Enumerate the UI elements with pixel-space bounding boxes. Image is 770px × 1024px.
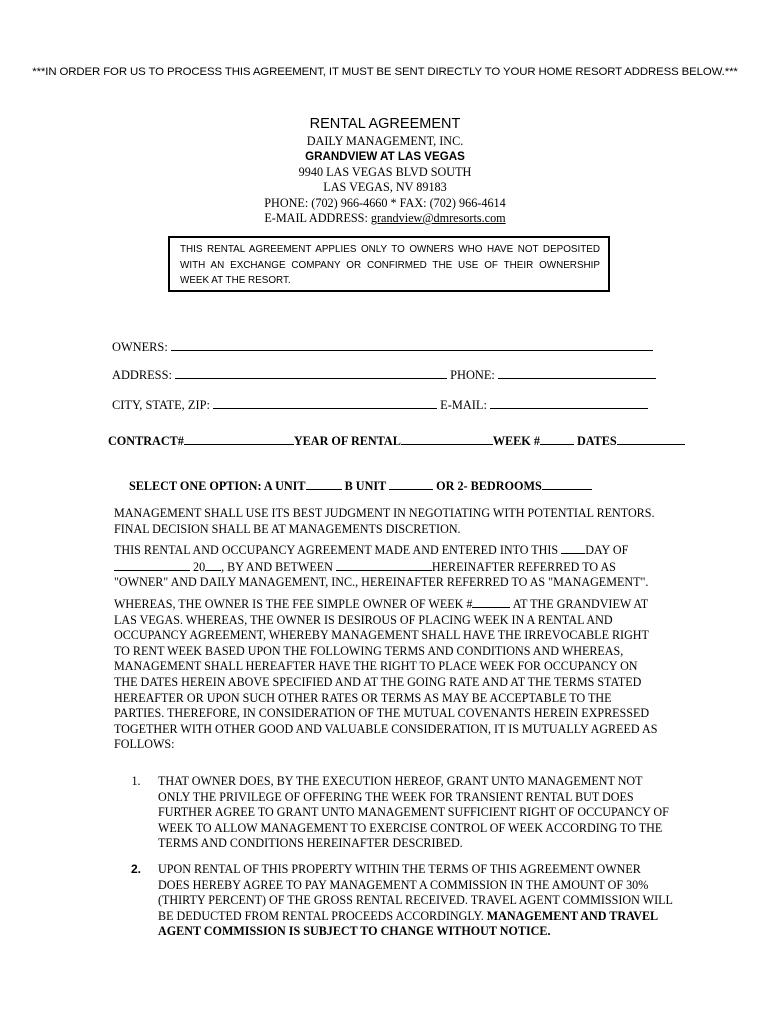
month-blank[interactable] <box>114 559 190 571</box>
whereas-paragraph: WHEREAS, THE OWNER IS THE FEE SIMPLE OWNER OF WEEK # AT THE GRANDVIEW AT LAS VEGAS. WHEREAS, THE OWNER IS DESIROUS OF PLACING WEEK IN A RENTAL AND OCCUPANCY AGREEMENT, WHEREBY MANAGEMENT SHALL HAVE THE IRREVOCABLE RIGHT TO RENT WEEK BASED UPON THE FOLLOWING TERMS AND CONDITIONS AND WHEREAS, MANAGEMENT SHALL HEREAFTER HAVE THE RIGHT TO PLACE WEEK FOR OCCUPANCY ON THE DATES HEREIN ABOVE SPECIFIED AND AT THE GOING RATE AND AT THE TERMS STATED HEREAFTER OR UPON SUCH OTHER RATES OR TERMS AS MAY BE ACCEPTABLE TO THE PARTIES. THEREFORE, IN CONSIDERATION OF THE MUTUAL COVENANTS HEREIN EXPRESSED TOGETHER WITH OTHER GOOD AND VALUABLE CONSIDERATION, IT IS MUTUALLY AGREED AS FOLLOWS: <box>114 596 658 752</box>
dates-label: DATES <box>576 434 617 448</box>
owners-field <box>112 338 653 355</box>
contract-input-line[interactable] <box>184 432 294 445</box>
email-field-label: E-MAIL: <box>440 398 487 412</box>
management-judgment-paragraph: MANAGEMENT SHALL USE ITS BEST JUDGMENT IN NEGOTIATING WITH POTENTIAL RENTORS. FINAL DECISION SHALL BE AT MANAGEMENTS DISCRETION. <box>114 506 655 536</box>
phone-label: PHONE: <box>450 368 495 382</box>
year-of-rental-label: YEAR OF RENTAL <box>293 434 401 448</box>
phone-input-line[interactable] <box>498 366 656 379</box>
header-block <box>0 114 770 226</box>
term-text: THAT OWNER DOES, BY THE EXECUTION HEREOF, GRANT UNTO MANAGEMENT NOT ONLY THE PRIVILEGE OF OFFERING THE WEEK FOR TRANSIENT RENTAL BUT DOES FURTHER AGREE TO GRANT UNTO MANAGEMENT SUFFICIENT RIGHT OF OCCUPANCY OF WEEK TO ALLOW MANAGEMENT TO EXERCISE CONTROL OF WEEK ACCORDING TO THE TERMS AND CONDITIONS HEREINAFTER DESCRIBED. <box>158 774 669 851</box>
phone-fax: PHONE: (702) 966-4660 * FAX: (702) 966-4614 <box>264 195 506 210</box>
street-address: 9940 LAS VEGAS BLVD SOUTH <box>298 164 472 179</box>
city-address: LAS VEGAS, NV 89183 <box>323 180 447 195</box>
two-bedroom-label: OR 2- BEDROOMS <box>436 479 542 493</box>
email-line <box>0 211 770 226</box>
year-of-rental-input-line[interactable] <box>401 432 493 445</box>
owners-label: OWNERS: <box>112 340 168 354</box>
owner-name-blank[interactable] <box>336 559 432 571</box>
owners-input-line[interactable] <box>171 338 653 351</box>
city-state-zip-input-line[interactable] <box>213 396 437 409</box>
email-link[interactable]: grandview@dmresorts.com <box>370 211 506 226</box>
week-label: WEEK # <box>492 434 540 448</box>
a-unit-input-line[interactable] <box>306 477 342 490</box>
week-number-blank[interactable] <box>472 596 510 608</box>
resort-name: GRANDVIEW AT LAS VEGAS <box>305 150 465 164</box>
commission-warning: MANAGEMENT AND TRAVEL AGENT COMMISSION IS SUBJECT TO CHANGE WITHOUT NOTICE. <box>158 908 658 939</box>
unit-option-row <box>129 477 592 494</box>
address-field <box>112 366 656 383</box>
term-number: 2. <box>130 861 141 876</box>
week-input-line[interactable] <box>540 432 574 445</box>
two-bedroom-input-line[interactable] <box>542 477 592 490</box>
term-number: 1. <box>131 774 141 788</box>
contract-row <box>108 432 685 449</box>
b-unit-label: B UNIT <box>344 479 387 493</box>
top-notice: ***IN ORDER FOR US TO PROCESS THIS AGREEMENT, IT MUST BE SENT DIRECTLY TO YOUR HOME RESORT ADDRESS BELOW.*** <box>32 66 738 78</box>
agreement-date-paragraph: THIS RENTAL AND OCCUPANCY AGREEMENT MADE AND ENTERED INTO THIS DAY OF 20 , BY AND BETWEEN HEREINAFTER REFERRED TO AS "OWNER" AND DAILY MANAGEMENT, INC., HEREINAFTER REFERRED TO AS "MANAGEMENT". <box>114 543 649 590</box>
contract-label: CONTRACT# <box>108 434 184 448</box>
term-text: UPON RENTAL OF THIS PROPERTY WITHIN THE TERMS OF THIS AGREEMENT OWNER DOES HEREBY AGREE TO PAY MANAGEMENT A COMMISSION IN THE AMOUNT OF 30% (THIRTY PERCENT) OF THE GROSS RENTAL RECEIVED. TRAVEL AGENT COMMISSION WILL BE DEDUCTED FROM RENTAL PROCEEDS ACCORDINGLY. MANAGEMENT AND TRAVEL AGENT COMMISSION IS SUBJECT TO CHANGE WITHOUT NOTICE. <box>158 861 673 939</box>
term-item <box>114 862 674 940</box>
year-blank[interactable] <box>205 559 221 571</box>
address-label: ADDRESS: <box>112 368 172 382</box>
document-title: RENTAL AGREEMENT <box>309 116 461 132</box>
dates-input-line[interactable] <box>617 432 685 445</box>
terms-list <box>114 774 674 950</box>
term-item <box>114 774 674 852</box>
company-name: DAILY MANAGEMENT, INC. <box>306 134 464 148</box>
a-unit-label: SELECT ONE OPTION: A UNIT <box>129 479 306 493</box>
address-input-line[interactable] <box>175 366 447 379</box>
b-unit-input-line[interactable] <box>389 477 433 490</box>
agreement-body <box>114 506 662 758</box>
city-state-zip-field <box>112 396 648 413</box>
day-blank[interactable] <box>561 542 585 554</box>
owner-notice-box: THIS RENTAL AGREEMENT APPLIES ONLY TO OWNERS WHO HAVE NOT DEPOSITED WITH AN EXCHANGE COMPANY OR CONFIRMED THE USE OF THEIR OWNERSHIP WEEK AT THE RESORT. <box>168 236 610 292</box>
email-input-line[interactable] <box>490 396 648 409</box>
city-state-zip-label: CITY, STATE, ZIP: <box>112 398 210 412</box>
email-label: E-MAIL ADDRESS: <box>264 211 371 226</box>
